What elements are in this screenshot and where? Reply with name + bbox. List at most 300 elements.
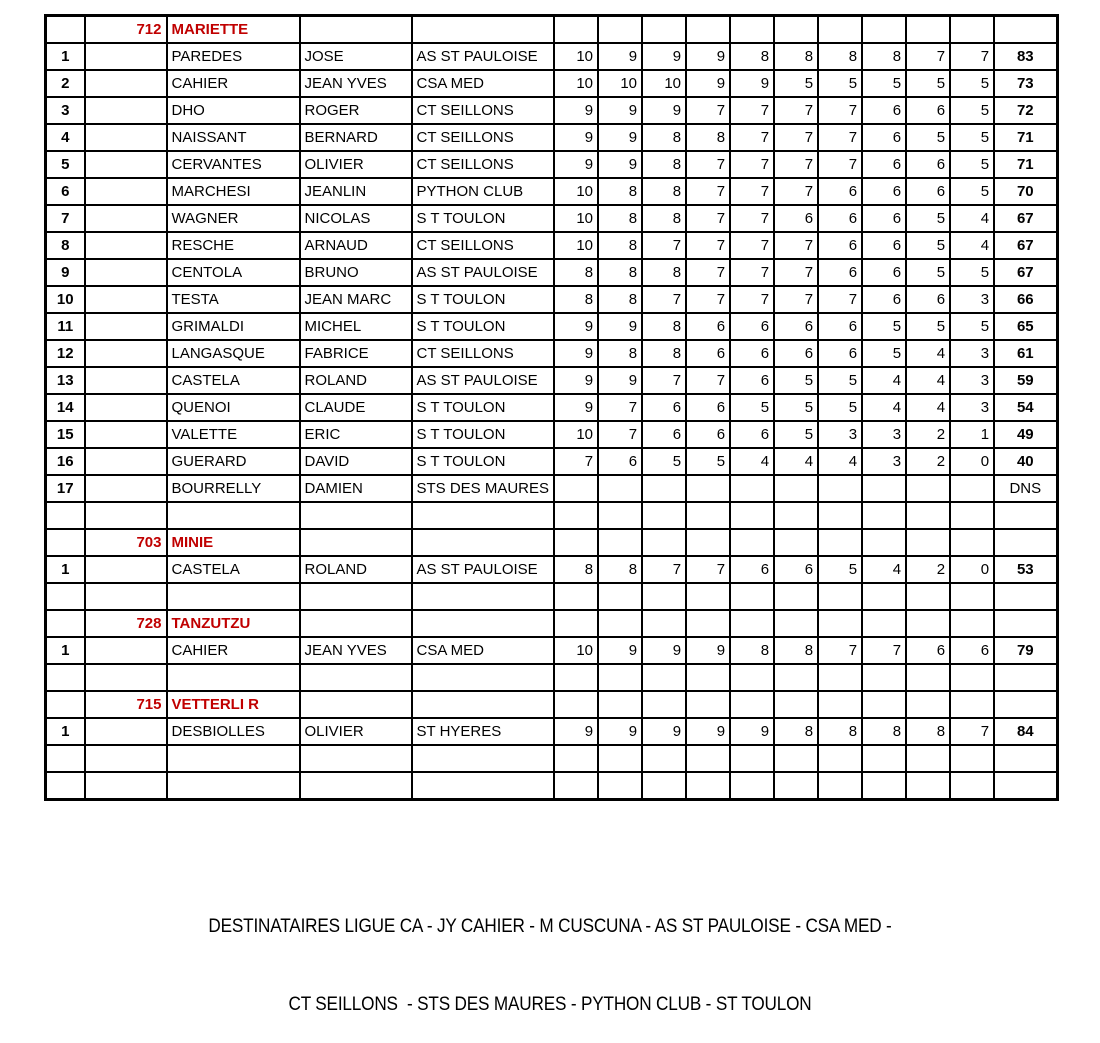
score-cell: 5	[950, 151, 994, 178]
blank-cell	[818, 664, 862, 691]
score-cell: 7	[730, 151, 774, 178]
total-cell: 66	[994, 286, 1057, 313]
lastname-cell: NAISSANT	[167, 124, 300, 151]
blank-cell	[642, 610, 686, 637]
score-cell: 7	[686, 97, 730, 124]
score-cell: 10	[554, 637, 598, 664]
total-cell: 65	[994, 313, 1057, 340]
score-cell: 3	[818, 421, 862, 448]
result-row	[46, 637, 1058, 664]
blank-cell	[412, 502, 555, 529]
blank-cell	[950, 16, 994, 44]
blank-cell	[300, 664, 412, 691]
score-cell: 6	[598, 448, 642, 475]
blank-row	[46, 664, 1058, 691]
lastname-cell: LANGASQUE	[167, 340, 300, 367]
score-cell: 2	[906, 556, 950, 583]
score-cell: 6	[862, 151, 906, 178]
blank-cell	[994, 583, 1057, 610]
blank-cell	[906, 502, 950, 529]
score-cell: 9	[554, 151, 598, 178]
score-cell: 6	[906, 286, 950, 313]
score-cell: 5	[818, 556, 862, 583]
score-cell: 6	[862, 205, 906, 232]
score-cell: 4	[862, 367, 906, 394]
firstname-cell: JEAN YVES	[300, 70, 412, 97]
blank-cell	[554, 610, 598, 637]
total-cell: 49	[994, 421, 1057, 448]
score-cell: 8	[598, 286, 642, 313]
blank-cell	[686, 529, 730, 556]
footer-distribution-line-2: CT SEILLONS - STS DES MAURES - PYTHON CLUB - ST TOULON	[288, 993, 812, 1015]
blank-cell	[598, 745, 642, 772]
section-header-row	[46, 16, 1058, 44]
blank-cell	[862, 16, 906, 44]
rank-cell: 11	[46, 313, 85, 340]
blank-cell	[818, 610, 862, 637]
blank-cell	[554, 664, 598, 691]
blank-cell	[686, 502, 730, 529]
blank-cell	[85, 718, 167, 745]
blank-cell	[862, 691, 906, 718]
club-cell: CT SEILLONS	[412, 151, 555, 178]
blank-cell	[598, 502, 642, 529]
score-cell: 10	[554, 43, 598, 70]
blank-cell	[554, 502, 598, 529]
blank-cell	[300, 583, 412, 610]
score-cell: 7	[642, 367, 686, 394]
rank-cell: 1	[46, 637, 85, 664]
rank-cell: 16	[46, 448, 85, 475]
score-cell: 8	[642, 205, 686, 232]
score-cell: 7	[906, 43, 950, 70]
lastname-cell: MARCHESI	[167, 178, 300, 205]
score-cell: 6	[686, 421, 730, 448]
score-cell: 8	[686, 124, 730, 151]
total-cell: 84	[994, 718, 1057, 745]
score-cell: 6	[730, 556, 774, 583]
blank-cell	[774, 610, 818, 637]
blank-cell	[818, 16, 862, 44]
blank-cell	[85, 745, 167, 772]
score-cell: 5	[906, 205, 950, 232]
score-cell: 7	[598, 421, 642, 448]
blank-cell	[730, 610, 774, 637]
score-cell: 7	[730, 232, 774, 259]
score-cell: 4	[906, 367, 950, 394]
blank-cell	[950, 610, 994, 637]
total-cell: 79	[994, 637, 1057, 664]
score-cell: 6	[818, 340, 862, 367]
blank-cell	[950, 772, 994, 800]
blank-cell	[730, 502, 774, 529]
score-cell: 7	[598, 394, 642, 421]
blank-cell	[46, 529, 85, 556]
blank-cell	[412, 772, 555, 800]
score-cell: 6	[730, 421, 774, 448]
score-cell: 2	[906, 421, 950, 448]
score-cell: 8	[598, 556, 642, 583]
blank-cell	[46, 745, 85, 772]
score-cell: 6	[642, 394, 686, 421]
rank-cell: 13	[46, 367, 85, 394]
score-cell: 9	[730, 718, 774, 745]
rank-cell: 10	[46, 286, 85, 313]
score-cell: 5	[950, 124, 994, 151]
lastname-cell: BOURRELLY	[167, 475, 300, 502]
score-cell: 5	[950, 259, 994, 286]
score-cell: 7	[774, 232, 818, 259]
blank-cell	[85, 664, 167, 691]
lastname-cell: CENTOLA	[167, 259, 300, 286]
score-cell: 9	[642, 43, 686, 70]
club-cell: S T TOULON	[412, 394, 555, 421]
score-cell: 8	[642, 151, 686, 178]
blank-cell	[994, 691, 1057, 718]
score-cell: 7	[950, 43, 994, 70]
score-cell: 8	[642, 259, 686, 286]
blank-cell	[818, 745, 862, 772]
club-cell: CT SEILLONS	[412, 340, 555, 367]
section-header-row	[46, 610, 1058, 637]
blank-cell	[862, 529, 906, 556]
score-cell: 5	[906, 232, 950, 259]
result-row	[46, 421, 1058, 448]
total-cell: 67	[994, 259, 1057, 286]
blank-cell	[906, 772, 950, 800]
score-cell: 7	[730, 205, 774, 232]
score-cell: 6	[818, 232, 862, 259]
score-cell: 6	[686, 394, 730, 421]
blank-cell	[950, 529, 994, 556]
firstname-cell: NICOLAS	[300, 205, 412, 232]
score-cell: 8	[554, 286, 598, 313]
blank-cell	[686, 691, 730, 718]
blank-cell	[906, 691, 950, 718]
blank-row	[46, 772, 1058, 800]
rank-cell: 6	[46, 178, 85, 205]
lastname-cell: GUERARD	[167, 448, 300, 475]
lastname-cell: CASTELA	[167, 367, 300, 394]
score-cell: 7	[730, 178, 774, 205]
score-cell: 5	[774, 70, 818, 97]
section-code: 715	[85, 691, 167, 718]
score-cell: 0	[950, 556, 994, 583]
score-cell: 5	[950, 313, 994, 340]
section-code: 703	[85, 529, 167, 556]
score-cell: 7	[862, 637, 906, 664]
blank-cell	[950, 664, 994, 691]
score-cell	[818, 475, 862, 502]
score-cell: 5	[906, 124, 950, 151]
score-cell: 10	[554, 70, 598, 97]
result-row	[46, 70, 1058, 97]
club-cell: CSA MED	[412, 70, 555, 97]
blank-cell	[167, 502, 300, 529]
score-cell: 9	[598, 97, 642, 124]
blank-cell	[598, 583, 642, 610]
club-cell: AS ST PAULOISE	[412, 43, 555, 70]
blank-cell	[412, 745, 555, 772]
score-cell: 7	[554, 448, 598, 475]
lastname-cell: RESCHE	[167, 232, 300, 259]
score-cell: 9	[598, 313, 642, 340]
section-header-row	[46, 691, 1058, 718]
score-cell	[598, 475, 642, 502]
score-cell: 9	[598, 637, 642, 664]
rank-cell: 3	[46, 97, 85, 124]
blank-cell	[994, 772, 1057, 800]
score-cell: 5	[774, 367, 818, 394]
rank-cell: 1	[46, 718, 85, 745]
blank-cell	[686, 664, 730, 691]
score-cell: 8	[642, 313, 686, 340]
blank-cell	[642, 529, 686, 556]
blank-cell	[85, 367, 167, 394]
score-cell: 7	[730, 124, 774, 151]
blank-cell	[686, 583, 730, 610]
firstname-cell: CLAUDE	[300, 394, 412, 421]
score-cell: 7	[818, 286, 862, 313]
score-cell: 10	[554, 178, 598, 205]
score-cell: 7	[686, 556, 730, 583]
score-cell: 6	[818, 259, 862, 286]
total-cell: 70	[994, 178, 1057, 205]
blank-cell	[774, 529, 818, 556]
score-cell: 8	[818, 43, 862, 70]
score-cell: 8	[598, 259, 642, 286]
club-cell: S T TOULON	[412, 205, 555, 232]
blank-cell	[774, 502, 818, 529]
score-cell: 5	[906, 313, 950, 340]
score-cell: 9	[554, 367, 598, 394]
score-cell: 6	[818, 313, 862, 340]
blank-cell	[412, 691, 555, 718]
blank-cell	[598, 664, 642, 691]
firstname-cell: DAMIEN	[300, 475, 412, 502]
score-cell: 7	[686, 259, 730, 286]
total-cell: 71	[994, 151, 1057, 178]
club-cell: S T TOULON	[412, 313, 555, 340]
blank-cell	[906, 529, 950, 556]
club-cell: PYTHON CLUB	[412, 178, 555, 205]
blank-cell	[554, 583, 598, 610]
score-cell: 6	[774, 340, 818, 367]
blank-cell	[906, 583, 950, 610]
score-cell: 6	[906, 178, 950, 205]
score-cell: 6	[906, 151, 950, 178]
blank-cell	[167, 745, 300, 772]
score-cell: 8	[862, 718, 906, 745]
rank-cell: 9	[46, 259, 85, 286]
firstname-cell: ROLAND	[300, 367, 412, 394]
score-cell: 6	[862, 97, 906, 124]
club-cell: S T TOULON	[412, 421, 555, 448]
blank-cell	[906, 16, 950, 44]
score-cell: 9	[598, 43, 642, 70]
blank-cell	[774, 772, 818, 800]
blank-cell	[686, 16, 730, 44]
section-title: MINIE	[167, 529, 300, 556]
rank-cell: 12	[46, 340, 85, 367]
total-cell: 83	[994, 43, 1057, 70]
score-cell: 3	[950, 394, 994, 421]
score-cell: 6	[774, 313, 818, 340]
score-cell: 9	[642, 97, 686, 124]
score-cell: 5	[862, 70, 906, 97]
result-row	[46, 259, 1058, 286]
blank-cell	[85, 43, 167, 70]
score-cell: 9	[554, 313, 598, 340]
blank-cell	[46, 664, 85, 691]
lastname-cell: DHO	[167, 97, 300, 124]
score-cell: 6	[862, 232, 906, 259]
blank-cell	[686, 610, 730, 637]
score-cell: 3	[862, 448, 906, 475]
blank-cell	[412, 610, 555, 637]
score-cell: 9	[554, 340, 598, 367]
score-cell: 8	[774, 637, 818, 664]
score-cell: 7	[686, 178, 730, 205]
score-cell: 7	[642, 286, 686, 313]
blank-cell	[598, 772, 642, 800]
score-cell: 8	[642, 124, 686, 151]
score-cell: 9	[686, 70, 730, 97]
total-cell: 67	[994, 205, 1057, 232]
score-cell	[906, 475, 950, 502]
score-cell: 4	[818, 448, 862, 475]
blank-cell	[950, 691, 994, 718]
blank-cell	[85, 340, 167, 367]
blank-cell	[642, 502, 686, 529]
score-cell: 7	[774, 286, 818, 313]
lastname-cell: QUENOI	[167, 394, 300, 421]
score-cell: 9	[642, 718, 686, 745]
club-cell: S T TOULON	[412, 448, 555, 475]
score-cell: 6	[774, 205, 818, 232]
blank-cell	[46, 691, 85, 718]
score-cell: 5	[642, 448, 686, 475]
score-cell: 8	[906, 718, 950, 745]
blank-cell	[950, 583, 994, 610]
score-cell: 6	[906, 97, 950, 124]
blank-cell	[994, 664, 1057, 691]
score-cell: 9	[598, 151, 642, 178]
blank-cell	[686, 745, 730, 772]
score-cell: 5	[906, 70, 950, 97]
score-cell: 4	[862, 394, 906, 421]
score-cell: 5	[906, 259, 950, 286]
blank-cell	[554, 529, 598, 556]
firstname-cell: FABRICE	[300, 340, 412, 367]
score-cell	[686, 475, 730, 502]
score-cell: 5	[774, 421, 818, 448]
lastname-cell: WAGNER	[167, 205, 300, 232]
result-row	[46, 97, 1058, 124]
total-cell: 59	[994, 367, 1057, 394]
score-cell: 9	[686, 637, 730, 664]
score-cell: 7	[730, 259, 774, 286]
blank-cell	[862, 772, 906, 800]
blank-cell	[818, 502, 862, 529]
score-cell: 6	[774, 556, 818, 583]
result-row	[46, 124, 1058, 151]
blank-cell	[300, 691, 412, 718]
blank-cell	[167, 772, 300, 800]
blank-cell	[85, 448, 167, 475]
blank-cell	[46, 772, 85, 800]
blank-cell	[642, 664, 686, 691]
blank-cell	[300, 502, 412, 529]
score-cell: 5	[818, 394, 862, 421]
score-cell: 4	[862, 556, 906, 583]
score-cell: 9	[598, 718, 642, 745]
score-cell: 7	[774, 151, 818, 178]
total-cell: 71	[994, 124, 1057, 151]
score-cell: 3	[862, 421, 906, 448]
lastname-cell: CAHIER	[167, 70, 300, 97]
blank-cell	[300, 772, 412, 800]
score-cell: 5	[818, 367, 862, 394]
blank-cell	[862, 610, 906, 637]
firstname-cell: BRUNO	[300, 259, 412, 286]
score-cell: 6	[818, 205, 862, 232]
score-cell: 9	[686, 43, 730, 70]
blank-cell	[818, 691, 862, 718]
score-cell: 10	[554, 232, 598, 259]
blank-cell	[85, 286, 167, 313]
lastname-cell: VALETTE	[167, 421, 300, 448]
club-cell: STS DES MAURES	[412, 475, 555, 502]
blank-cell	[994, 745, 1057, 772]
score-cell: 7	[818, 124, 862, 151]
blank-cell	[85, 556, 167, 583]
blank-cell	[554, 772, 598, 800]
total-cell: DNS	[994, 475, 1057, 502]
lastname-cell: DESBIOLLES	[167, 718, 300, 745]
blank-cell	[862, 583, 906, 610]
score-cell: 3	[950, 367, 994, 394]
score-cell: 5	[950, 178, 994, 205]
blank-cell	[85, 259, 167, 286]
rank-cell: 15	[46, 421, 85, 448]
blank-cell	[950, 502, 994, 529]
blank-cell	[85, 394, 167, 421]
score-cell: 4	[730, 448, 774, 475]
lastname-cell: GRIMALDI	[167, 313, 300, 340]
blank-cell	[598, 691, 642, 718]
firstname-cell: JEANLIN	[300, 178, 412, 205]
total-cell: 61	[994, 340, 1057, 367]
blank-cell	[85, 151, 167, 178]
score-cell: 0	[950, 448, 994, 475]
score-cell: 7	[774, 178, 818, 205]
section-header-row	[46, 529, 1058, 556]
blank-cell	[730, 583, 774, 610]
score-cell	[774, 475, 818, 502]
rank-cell: 1	[46, 556, 85, 583]
result-row	[46, 340, 1058, 367]
score-cell: 5	[950, 97, 994, 124]
result-row	[46, 178, 1058, 205]
blank-cell	[642, 691, 686, 718]
firstname-cell: BERNARD	[300, 124, 412, 151]
lastname-cell: PAREDES	[167, 43, 300, 70]
club-cell: S T TOULON	[412, 286, 555, 313]
score-cell: 10	[598, 70, 642, 97]
club-cell: AS ST PAULOISE	[412, 367, 555, 394]
section-title: MARIETTE	[167, 16, 300, 44]
